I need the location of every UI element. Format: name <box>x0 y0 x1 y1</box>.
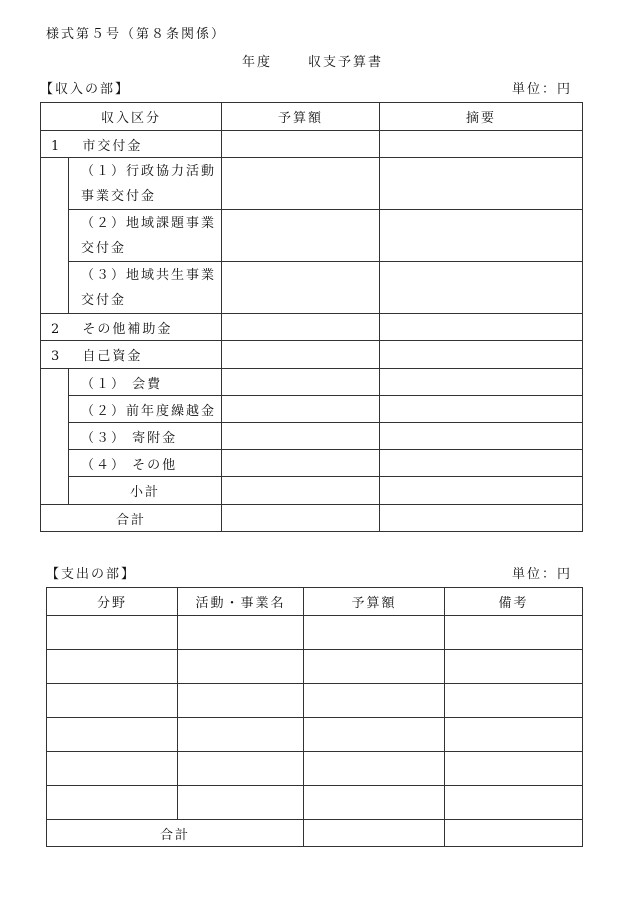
cell-summary[interactable] <box>380 423 583 450</box>
cell-field[interactable] <box>47 718 178 752</box>
table-row <box>47 718 583 752</box>
table-row <box>47 786 583 820</box>
cell-remarks[interactable] <box>445 752 583 786</box>
cell-amount[interactable] <box>222 131 380 158</box>
header-budget-amount: 予算額 <box>304 588 445 616</box>
row-donations: （３） 寄附金 <box>69 423 222 450</box>
row-expense-total: 合計 <box>47 820 304 847</box>
header-field: 分野 <box>47 588 178 616</box>
header-budget-amount: 予算額 <box>222 103 380 131</box>
cell-activity[interactable] <box>178 616 304 650</box>
cell-summary[interactable] <box>380 131 583 158</box>
cell-remarks[interactable] <box>445 616 583 650</box>
cell-summary[interactable] <box>380 341 583 369</box>
cell-summary[interactable] <box>380 477 583 505</box>
table-row <box>47 684 583 718</box>
indent-gutter <box>41 369 69 505</box>
cell-amount[interactable] <box>222 477 380 505</box>
header-remarks: 備考 <box>445 588 583 616</box>
cell-summary[interactable] <box>380 158 583 210</box>
cell-summary[interactable] <box>380 210 583 262</box>
row-city-grant: 1 市交付金 <box>41 131 222 158</box>
cell-amount[interactable] <box>222 210 380 262</box>
cell-amount[interactable] <box>222 369 380 396</box>
table-row <box>47 752 583 786</box>
cell-summary[interactable] <box>380 450 583 477</box>
cell-amount[interactable] <box>304 820 445 847</box>
expense-unit: 単位：円 <box>512 567 573 582</box>
cell-activity[interactable] <box>178 650 304 684</box>
cell-amount[interactable] <box>304 684 445 718</box>
header-summary: 摘要 <box>380 103 583 131</box>
cell-amount[interactable] <box>304 752 445 786</box>
row-income-total: 合計 <box>41 505 222 532</box>
row-other-subsidies: 2 その他補助金 <box>41 314 222 341</box>
cell-summary[interactable] <box>380 396 583 423</box>
table-row <box>47 650 583 684</box>
row-other: （４） その他 <box>69 450 222 477</box>
cell-amount[interactable] <box>222 396 380 423</box>
row-regional-issues-grant: （２）地域課題事業交付金 <box>69 210 222 262</box>
row-carryover: （２）前年度繰越金 <box>69 396 222 423</box>
cell-field[interactable] <box>47 616 178 650</box>
header-activity-name: 活動・事業名 <box>178 588 304 616</box>
cell-amount[interactable] <box>304 786 445 820</box>
cell-amount[interactable] <box>222 158 380 210</box>
cell-amount[interactable] <box>222 262 380 314</box>
title-year: 年度 <box>242 55 273 70</box>
cell-remarks[interactable] <box>445 650 583 684</box>
cell-field[interactable] <box>47 786 178 820</box>
cell-activity[interactable] <box>178 752 304 786</box>
cell-amount[interactable] <box>222 314 380 341</box>
table-row <box>47 616 583 650</box>
cell-summary[interactable] <box>380 262 583 314</box>
cell-amount[interactable] <box>222 423 380 450</box>
header-income-category: 収入区分 <box>41 103 222 131</box>
cell-summary[interactable] <box>380 314 583 341</box>
row-community-coexistence-grant: （３）地域共生事業交付金 <box>69 262 222 314</box>
cell-activity[interactable] <box>178 684 304 718</box>
income-unit: 単位：円 <box>512 82 573 97</box>
form-number: 様式第５号（第８条関係） <box>46 27 227 42</box>
expense-table <box>46 587 583 847</box>
cell-activity[interactable] <box>178 718 304 752</box>
cell-amount[interactable] <box>304 718 445 752</box>
cell-remarks[interactable] <box>445 684 583 718</box>
cell-amount[interactable] <box>222 450 380 477</box>
cell-remarks[interactable] <box>445 718 583 752</box>
cell-amount[interactable] <box>304 650 445 684</box>
cell-activity[interactable] <box>178 786 304 820</box>
income-section-label: 【収入の部】 <box>40 82 131 97</box>
expense-section-label: 【支出の部】 <box>46 567 137 582</box>
cell-summary[interactable] <box>380 369 583 396</box>
row-subtotal: 小計 <box>69 477 222 505</box>
cell-amount[interactable] <box>304 616 445 650</box>
cell-summary[interactable] <box>380 505 583 532</box>
cell-field[interactable] <box>47 752 178 786</box>
cell-remarks[interactable] <box>445 820 583 847</box>
cell-amount[interactable] <box>222 341 380 369</box>
cell-field[interactable] <box>47 684 178 718</box>
cell-amount[interactable] <box>222 505 380 532</box>
income-table <box>40 102 583 532</box>
row-own-funds: 3 自己資金 <box>41 341 222 369</box>
cell-remarks[interactable] <box>445 786 583 820</box>
row-admin-cooperation-grant: （１）行政協力活動事業交付金 <box>69 158 222 210</box>
page-title: 収支予算書 <box>308 55 384 70</box>
cell-field[interactable] <box>47 650 178 684</box>
row-membership-fees: （１） 会費 <box>69 369 222 396</box>
indent-gutter <box>41 158 69 314</box>
